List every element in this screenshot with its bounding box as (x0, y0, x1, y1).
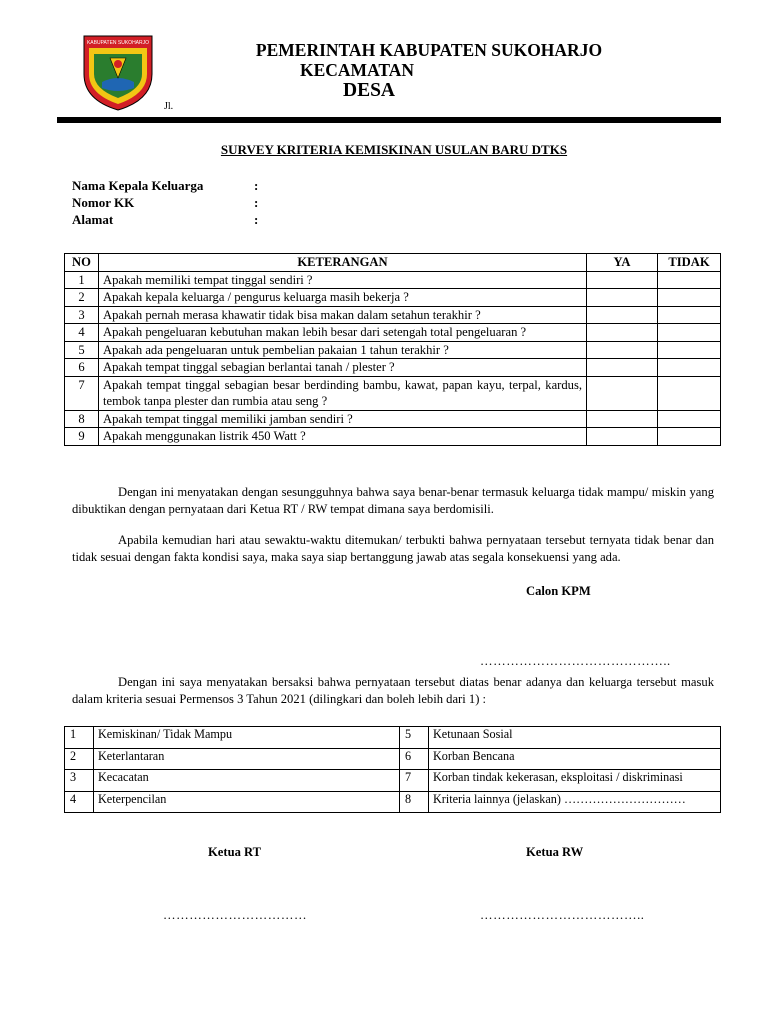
criteria-table (64, 726, 721, 813)
criteria-label[interactable]: Keterlantaran (94, 748, 400, 770)
answer-tidak-cell[interactable] (658, 306, 721, 324)
table-row (65, 791, 721, 813)
address-prefix: Jl. (164, 101, 174, 112)
answer-tidak-cell[interactable] (658, 271, 721, 289)
criteria-number[interactable]: 5 (400, 727, 429, 749)
row-question: Apakah menggunakan listrik 450 Watt ? (99, 428, 587, 446)
table-row (65, 748, 721, 770)
answer-ya-cell[interactable] (587, 271, 658, 289)
table-row (65, 727, 721, 749)
row-question: Apakah tempat tinggal sebagian besar berdinding bambu, kawat, papan kayu, terpal, kardus, tembok tanpa plester dan rumbia atau seng ? (99, 376, 587, 410)
table-row (65, 289, 721, 307)
field-label-nomor-kk: Nomor KK (72, 195, 135, 210)
criteria-label[interactable]: Korban Bencana (429, 748, 721, 770)
answer-ya-cell[interactable] (587, 289, 658, 307)
calon-kpm-label: Calon KPM (526, 584, 591, 598)
table-row (65, 359, 721, 377)
field-colon-alamat[interactable]: : (254, 212, 259, 227)
criteria-number[interactable]: 6 (400, 748, 429, 770)
row-question: Apakah kepala keluarga / pengurus keluarga masih bekerja ? (99, 289, 587, 307)
answer-ya-cell[interactable] (587, 410, 658, 428)
row-question: Apakah memiliki tempat tinggal sendiri ? (99, 271, 587, 289)
table-header-row (65, 254, 721, 272)
form-title: SURVEY KRITERIA KEMISKINAN USULAN BARU DTKS (220, 142, 568, 157)
statement-paragraph-2: Apabila kemudian hari atau sewaktu-waktu ditemukan/ terbukti bahwa pernyataan tersebut ternyata tidak benar dan tidak sesuai dengan fakta kondisi saya, maka saya siap bertanggung jawab atas segala konsekuensi yang ada. (72, 533, 714, 564)
criteria-number[interactable]: 2 (65, 748, 94, 770)
criteria-label[interactable]: Kemiskinan/ Tidak Mampu (94, 727, 400, 749)
answer-tidak-cell[interactable] (658, 428, 721, 446)
calon-kpm-signature-line[interactable]: …………………………………….. (480, 654, 671, 668)
row-question: Apakah tempat tinggal memiliki jamban sendiri ? (99, 410, 587, 428)
field-label-nama: Nama Kepala Keluarga (72, 178, 204, 193)
criteria-number[interactable]: 7 (400, 770, 429, 792)
row-question: Apakah tempat tinggal sebagian berlantai tanah / plester ? (99, 359, 587, 377)
row-number: 6 (65, 359, 99, 377)
answer-ya-cell[interactable] (587, 376, 658, 410)
answer-tidak-cell[interactable] (658, 376, 721, 410)
answer-ya-cell[interactable] (587, 341, 658, 359)
svg-text:KABUPATEN SUKOHARJO: KABUPATEN SUKOHARJO (86, 40, 150, 46)
row-number: 2 (65, 289, 99, 307)
criteria-number[interactable]: 8 (400, 791, 429, 813)
criteria-label[interactable]: Korban tindak kekerasan, eksploitasi / diskriminasi (429, 770, 721, 792)
criteria-label[interactable]: Ketunaan Sosial (429, 727, 721, 749)
ketua-rw-signature-line[interactable]: ……………………………….. (480, 908, 645, 922)
row-question: Apakah pernah merasa khawatir tidak bisa makan dalam setahun terakhir ? (99, 306, 587, 324)
answer-tidak-cell[interactable] (658, 289, 721, 307)
survey-table (64, 253, 721, 446)
row-question: Apakah ada pengeluaran untuk pembelian pakaian 1 tahun terakhir ? (99, 341, 587, 359)
row-number: 9 (65, 428, 99, 446)
row-number: 3 (65, 306, 99, 324)
row-number: 7 (65, 376, 99, 410)
criteria-number[interactable]: 1 (65, 727, 94, 749)
header-desa: DESA (343, 80, 396, 101)
table-row (65, 770, 721, 792)
table-row (65, 428, 721, 446)
row-number: 4 (65, 324, 99, 342)
row-number: 8 (65, 410, 99, 428)
answer-ya-cell[interactable] (587, 306, 658, 324)
answer-tidak-cell[interactable] (658, 341, 721, 359)
table-row (65, 376, 721, 410)
field-colon-nama[interactable]: : (254, 178, 259, 193)
answer-ya-cell[interactable] (587, 428, 658, 446)
col-header-ya: YA (587, 254, 658, 272)
statement-paragraph-3: Dengan ini saya menyatakan bersaksi bahwa pernyataan tersebut diatas benar adanya dan keluarga tersebut masuk dalam kriteria sesuai Permensos 3 Tahun 2021 (dilingkari dan boleh lebih dari 1) : (72, 675, 714, 706)
row-number: 1 (65, 271, 99, 289)
criteria-number[interactable]: 3 (65, 770, 94, 792)
header-kecamatan: KECAMATAN (300, 60, 415, 80)
table-row (65, 410, 721, 428)
answer-tidak-cell[interactable] (658, 324, 721, 342)
table-row (65, 324, 721, 342)
col-header-tidak: TIDAK (658, 254, 721, 272)
answer-ya-cell[interactable] (587, 324, 658, 342)
answer-tidak-cell[interactable] (658, 359, 721, 377)
col-header-no: NO (65, 254, 99, 272)
header-government: PEMERINTAH KABUPATEN SUKOHARJO (255, 40, 603, 60)
criteria-number[interactable]: 4 (65, 791, 94, 813)
table-row (65, 271, 721, 289)
field-colon-nomor-kk[interactable]: : (254, 195, 259, 210)
row-question: Apakah pengeluaran kebutuhan makan lebih besar dari setengah total pengeluaran ? (99, 324, 587, 342)
table-row (65, 306, 721, 324)
ketua-rt-label: Ketua RT (208, 845, 262, 859)
table-row (65, 341, 721, 359)
ketua-rw-label: Ketua RW (526, 845, 584, 859)
col-header-keterangan: KETERANGAN (99, 254, 587, 272)
statement-paragraph-1: Dengan ini menyatakan dengan sesungguhnya bahwa saya benar-benar termasuk keluarga tidak mampu/ miskin yang dibuktikan dengan pernyataan dari Ketua RT / RW tempat dimana saya berdomisili. (72, 485, 714, 516)
row-number: 5 (65, 341, 99, 359)
header-divider (57, 117, 721, 123)
answer-tidak-cell[interactable] (658, 410, 721, 428)
answer-ya-cell[interactable] (587, 359, 658, 377)
ketua-rt-signature-line[interactable]: …………………………… (163, 908, 308, 922)
criteria-label[interactable]: Keterpencilan (94, 791, 400, 813)
field-label-alamat: Alamat (72, 212, 114, 227)
criteria-label[interactable]: Kecacatan (94, 770, 400, 792)
criteria-label[interactable]: Kriteria lainnya (jelaskan) ………………………… (429, 791, 721, 813)
